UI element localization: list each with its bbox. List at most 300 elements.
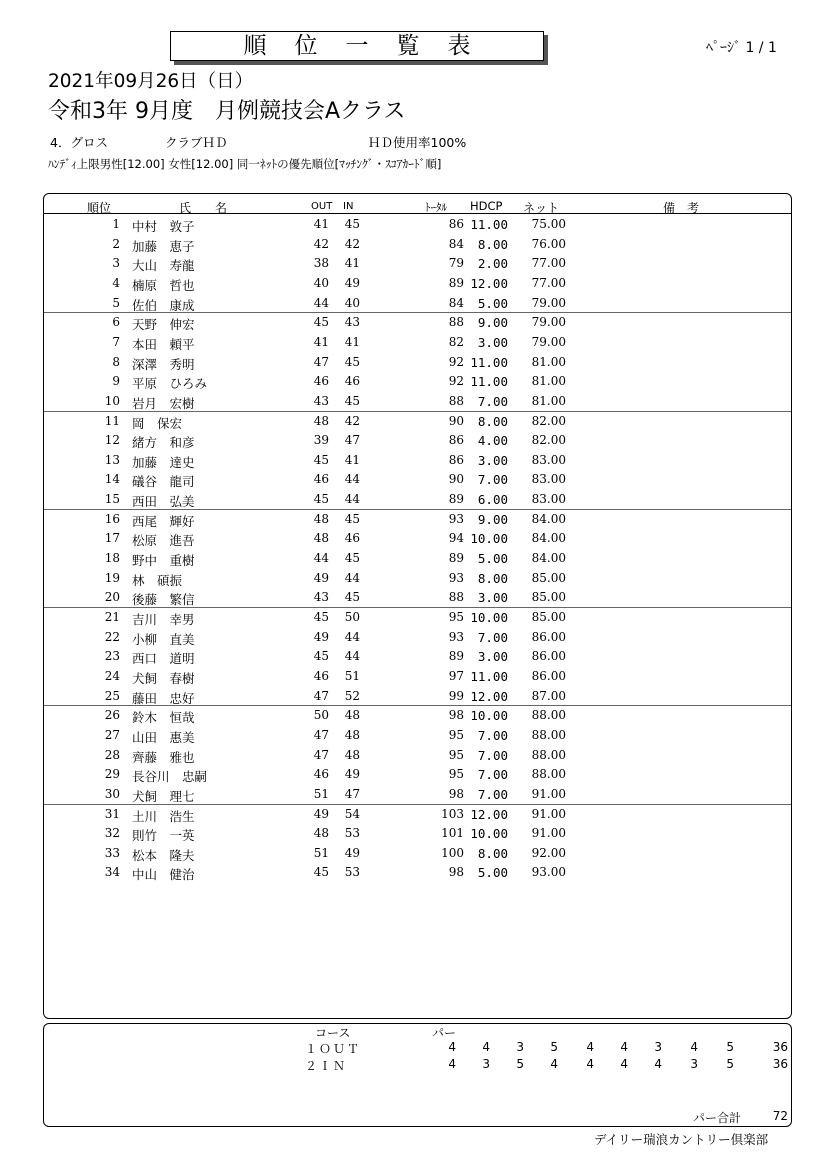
hole-par: 5 — [516, 1057, 524, 1071]
cell-rank: 8 — [112, 354, 120, 369]
cell-in: 45 — [344, 511, 360, 526]
cell-hdcp: 11.00 — [470, 217, 508, 232]
cell-name: 西口 道明 — [132, 651, 195, 667]
cell-in: 46 — [344, 374, 360, 389]
cell-name: 緒方 和彦 — [132, 435, 195, 451]
cell-hdcp: 9.00 — [477, 315, 508, 331]
cell-hdcp: 8.00 — [477, 236, 508, 252]
cell-rank: 1 — [112, 217, 120, 231]
cell-out: 40 — [313, 275, 329, 290]
cell-total: 92 — [448, 354, 464, 369]
cell-in: 48 — [344, 747, 360, 762]
cell-hdcp: 10.00 — [470, 708, 508, 724]
cell-in: 45 — [344, 217, 360, 231]
cell-hdcp: 8.00 — [477, 570, 508, 586]
header-rank: 順位 — [87, 201, 112, 215]
cell-total: 98 — [448, 708, 464, 723]
cell-out: 49 — [313, 629, 329, 644]
cell-net: 91.00 — [531, 806, 566, 821]
cell-in: 51 — [344, 668, 360, 683]
cell-rank: 19 — [104, 570, 120, 585]
cell-rank: 11 — [104, 413, 120, 428]
cell-hdcp: 3.00 — [477, 649, 508, 665]
cell-net: 84.00 — [531, 511, 566, 526]
par-total-value: 72 — [772, 1109, 788, 1123]
cell-name: 本田 頼平 — [132, 336, 195, 352]
hd-rate: ＨＤ使用率100% — [368, 135, 467, 150]
event-name: 令和3年 9月度 月例競技会Aクラス — [48, 99, 406, 124]
course-label: コース — [315, 1026, 351, 1040]
cell-in: 50 — [344, 610, 360, 624]
cell-rank: 31 — [104, 806, 120, 821]
cell-out: 46 — [313, 472, 329, 487]
table-row — [0, 414, 826, 433]
cell-name: 礒谷 龍司 — [132, 474, 195, 490]
cell-out: 50 — [313, 708, 329, 723]
cell-name: 山田 惠美 — [132, 729, 195, 745]
cell-out: 49 — [313, 806, 329, 821]
group-divider — [44, 804, 791, 805]
cell-name: 加藤 恵子 — [132, 238, 195, 254]
cell-net: 86.00 — [531, 649, 566, 664]
cell-rank: 20 — [104, 590, 120, 605]
header-remarks: 備 考 — [663, 201, 700, 215]
cell-rank: 24 — [104, 668, 120, 683]
cell-hdcp: 6.00 — [477, 492, 508, 508]
cell-total: 95 — [448, 767, 464, 782]
cell-in: 45 — [344, 590, 360, 605]
cell-name: 楠原 哲也 — [132, 277, 195, 293]
cell-net: 91.00 — [531, 786, 566, 801]
cell-rank: 6 — [112, 315, 120, 330]
cell-in: 46 — [344, 531, 360, 546]
cell-hdcp: 11.00 — [470, 668, 508, 684]
score-category: 4．グロス — [50, 135, 108, 150]
cell-hdcp: 12.00 — [470, 688, 508, 704]
cell-hdcp: 5.00 — [477, 295, 508, 311]
cell-rank: 10 — [104, 393, 120, 408]
cell-total: 89 — [448, 649, 464, 664]
par-label: パー — [432, 1026, 457, 1040]
cell-rank: 5 — [112, 295, 120, 310]
cell-total: 82 — [448, 334, 464, 349]
cell-rank: 13 — [104, 452, 120, 467]
event-date: 2021年09月26日（日） — [48, 71, 254, 92]
table-row — [0, 708, 826, 727]
table-row — [0, 256, 826, 275]
cell-rank: 21 — [104, 610, 120, 624]
cell-total: 84 — [448, 236, 464, 251]
cell-name: 深澤 秀明 — [132, 356, 195, 372]
cell-in: 49 — [344, 767, 360, 782]
cell-total: 97 — [448, 668, 464, 683]
cell-out: 42 — [313, 236, 329, 251]
cell-out: 46 — [313, 668, 329, 683]
cell-total: 95 — [448, 727, 464, 742]
cell-net: 84.00 — [531, 551, 566, 566]
cell-hdcp: 3.00 — [477, 334, 508, 350]
cell-hdcp: 5.00 — [477, 865, 508, 881]
cell-net: 75.00 — [531, 217, 566, 231]
cell-name: 犬飼 春樹 — [132, 670, 195, 686]
cell-net: 81.00 — [531, 354, 566, 369]
cell-name: 後藤 繁信 — [132, 592, 195, 608]
cell-name: 鈴木 恒哉 — [132, 710, 195, 726]
cell-name: 林 碩振 — [132, 572, 183, 588]
cell-hdcp: 7.00 — [477, 747, 508, 763]
in-course-label: ２ＩＮ — [305, 1059, 348, 1073]
cell-hdcp: 10.00 — [470, 531, 508, 547]
cell-total: 95 — [448, 747, 464, 762]
cell-net: 88.00 — [531, 767, 566, 782]
cell-hdcp: 3.00 — [477, 452, 508, 468]
cell-in: 42 — [344, 413, 360, 428]
cell-in: 45 — [344, 354, 360, 369]
cell-net: 81.00 — [531, 374, 566, 389]
cell-net: 87.00 — [531, 688, 566, 703]
cell-in: 40 — [344, 295, 360, 310]
table-row — [0, 630, 826, 649]
cell-out: 46 — [313, 374, 329, 389]
cell-out: 45 — [313, 649, 329, 664]
hole-par: 3 — [690, 1057, 698, 1071]
par-total-label: パー合計 — [693, 1111, 742, 1125]
hole-par: 5 — [726, 1040, 734, 1054]
cell-net: 92.00 — [531, 845, 566, 860]
cell-rank: 23 — [104, 649, 120, 664]
table-row — [0, 826, 826, 845]
cell-out: 51 — [313, 786, 329, 801]
cell-total: 90 — [448, 413, 464, 428]
cell-net: 82.00 — [531, 413, 566, 428]
cell-rank: 27 — [104, 727, 120, 742]
hole-par: 3 — [482, 1057, 490, 1071]
table-row — [0, 217, 826, 236]
cell-net: 82.00 — [531, 433, 566, 448]
cell-name: 中山 健治 — [132, 867, 195, 883]
cell-name: 藤田 忠好 — [132, 690, 195, 706]
cell-hdcp: 7.00 — [477, 393, 508, 409]
cell-out: 47 — [313, 688, 329, 703]
cell-rank: 30 — [104, 786, 120, 801]
cell-total: 89 — [448, 275, 464, 290]
cell-out: 43 — [313, 590, 329, 605]
cell-out: 48 — [313, 826, 329, 841]
cell-in: 53 — [344, 865, 360, 880]
cell-rank: 4 — [112, 275, 120, 290]
group-divider — [44, 705, 791, 706]
cell-in: 41 — [344, 334, 360, 349]
cell-rank: 18 — [104, 551, 120, 566]
cell-name: 松本 隆夫 — [132, 847, 195, 863]
cell-in: 54 — [344, 806, 360, 821]
cell-net: 86.00 — [531, 629, 566, 644]
cell-net: 77.00 — [531, 256, 566, 271]
cell-in: 45 — [344, 551, 360, 566]
out-par-total: 36 — [772, 1040, 788, 1054]
cell-rank: 22 — [104, 629, 120, 644]
cell-rank: 33 — [104, 845, 120, 860]
cell-out: 49 — [313, 570, 329, 585]
cell-hdcp: 3.00 — [477, 590, 508, 606]
table-row — [0, 276, 826, 295]
header-divider — [44, 213, 791, 214]
cell-in: 44 — [344, 649, 360, 664]
cell-hdcp: 7.00 — [477, 767, 508, 783]
cell-hdcp: 7.00 — [477, 786, 508, 802]
table-row — [0, 669, 826, 688]
cell-total: 99 — [448, 688, 464, 703]
cell-out: 45 — [313, 452, 329, 467]
cell-out: 47 — [313, 727, 329, 742]
cell-name: 齊藤 雅也 — [132, 749, 195, 765]
cell-out: 45 — [313, 315, 329, 330]
cell-rank: 14 — [104, 472, 120, 487]
group-divider — [44, 411, 791, 412]
cell-in: 44 — [344, 570, 360, 585]
cell-net: 85.00 — [531, 590, 566, 605]
cell-net: 84.00 — [531, 531, 566, 546]
table-row — [0, 433, 826, 452]
cell-hdcp: 10.00 — [470, 610, 508, 625]
cell-out: 48 — [313, 531, 329, 546]
cell-name: 佐伯 康成 — [132, 297, 195, 313]
hole-par: 4 — [550, 1057, 558, 1071]
cell-name: 則竹 一英 — [132, 828, 195, 844]
cell-hdcp: 12.00 — [470, 275, 508, 291]
cell-name: 加藤 達史 — [132, 454, 195, 470]
cell-in: 44 — [344, 492, 360, 507]
page-number: ﾍﾟｰｼﾞ 1 / 1 — [706, 40, 777, 56]
page-title: 順位一覧表 — [170, 31, 544, 61]
cell-name: 岡 保宏 — [132, 415, 183, 431]
cell-out: 48 — [313, 413, 329, 428]
hole-par: 4 — [654, 1057, 662, 1071]
cell-name: 中村 敦子 — [132, 219, 195, 234]
cell-total: 89 — [448, 551, 464, 566]
cell-out: 44 — [313, 551, 329, 566]
cell-name: 岩月 宏樹 — [132, 395, 195, 411]
cell-net: 81.00 — [531, 393, 566, 408]
cell-total: 98 — [448, 865, 464, 880]
cell-in: 42 — [344, 236, 360, 251]
cell-name: 松原 進吾 — [132, 533, 195, 549]
table-row — [0, 649, 826, 668]
cell-hdcp: 11.00 — [470, 374, 508, 390]
cell-hdcp: 10.00 — [470, 826, 508, 842]
table-row — [0, 846, 826, 865]
cell-in: 48 — [344, 727, 360, 742]
hole-par: 3 — [654, 1040, 662, 1054]
cell-in: 43 — [344, 315, 360, 330]
table-row — [0, 571, 826, 590]
cell-rank: 9 — [112, 374, 120, 389]
cell-rank: 16 — [104, 511, 120, 526]
cell-rank: 15 — [104, 492, 120, 507]
cell-total: 89 — [448, 492, 464, 507]
cell-net: 88.00 — [531, 727, 566, 742]
cell-in: 52 — [344, 688, 360, 703]
header-total: ﾄｰﾀﾙ — [425, 201, 447, 214]
cell-total: 86 — [448, 452, 464, 467]
hole-par: 4 — [620, 1040, 628, 1054]
group-divider — [44, 312, 791, 313]
cell-name: 土川 浩生 — [132, 808, 195, 824]
cell-out: 43 — [313, 393, 329, 408]
cell-in: 45 — [344, 393, 360, 408]
cell-rank: 32 — [104, 826, 120, 841]
cell-rank: 7 — [112, 334, 120, 349]
cell-out: 47 — [313, 747, 329, 762]
cell-total: 79 — [448, 256, 464, 271]
cell-net: 76.00 — [531, 236, 566, 251]
cell-net: 91.00 — [531, 826, 566, 841]
cell-out: 45 — [313, 610, 329, 624]
cell-net: 79.00 — [531, 295, 566, 310]
cell-total: 84 — [448, 295, 464, 310]
out-course-label: １ＯＵＴ — [305, 1042, 362, 1056]
cell-rank: 25 — [104, 688, 120, 703]
cell-hdcp: 8.00 — [477, 845, 508, 861]
cell-name: 長谷川 忠嗣 — [132, 769, 208, 785]
cell-net: 79.00 — [531, 315, 566, 330]
table-row — [0, 531, 826, 550]
cell-name: 西尾 輝好 — [132, 513, 195, 529]
cell-rank: 28 — [104, 747, 120, 762]
header-net: ネット — [523, 201, 560, 215]
cell-rank: 34 — [104, 865, 120, 880]
cell-total: 90 — [448, 472, 464, 487]
header-hdcp: HDCP — [470, 199, 503, 213]
cell-hdcp: 4.00 — [477, 433, 508, 449]
cell-hdcp: 11.00 — [470, 354, 508, 370]
cell-total: 88 — [448, 590, 464, 605]
cell-net: 85.00 — [531, 570, 566, 585]
handicap-rule: ﾊﾝﾃﾞｨ上限男性[12.00] 女性[12.00] 同一ﾈｯﾄの優先順位[ﾏｯﾁﾝｸﾞ・ｽｺｱｶｰﾄﾞ順] — [48, 157, 442, 171]
hole-par: 3 — [516, 1040, 524, 1054]
table-row — [0, 355, 826, 374]
cell-total: 103 — [441, 806, 464, 821]
hole-par: 4 — [586, 1040, 594, 1054]
cell-in: 44 — [344, 472, 360, 487]
hole-par: 4 — [482, 1040, 490, 1054]
cell-hdcp: 7.00 — [477, 472, 508, 488]
cell-hdcp: 8.00 — [477, 413, 508, 429]
cell-in: 53 — [344, 826, 360, 841]
cell-out: 38 — [313, 256, 329, 271]
cell-name: 吉川 幸男 — [132, 612, 195, 627]
table-row — [0, 610, 826, 629]
cell-total: 98 — [448, 786, 464, 801]
header-in: IN — [343, 201, 354, 212]
table-row — [0, 315, 826, 334]
cell-total: 88 — [448, 315, 464, 330]
cell-net: 88.00 — [531, 708, 566, 723]
table-row — [0, 865, 826, 884]
cell-in: 47 — [344, 433, 360, 448]
table-row — [0, 748, 826, 767]
cell-hdcp: 2.00 — [477, 256, 508, 272]
cell-total: 88 — [448, 393, 464, 408]
cell-total: 95 — [448, 610, 464, 624]
cell-name: 小柳 直美 — [132, 631, 195, 647]
cell-in: 47 — [344, 786, 360, 801]
cell-total: 101 — [441, 826, 464, 841]
in-par-total: 36 — [772, 1057, 788, 1071]
cell-net: 77.00 — [531, 275, 566, 290]
table-row — [0, 767, 826, 786]
table-row — [0, 512, 826, 531]
table-row — [0, 551, 826, 570]
cell-in: 48 — [344, 708, 360, 723]
cell-rank: 12 — [104, 433, 120, 448]
cell-in: 44 — [344, 629, 360, 644]
club-name: デイリー瑞浪カントリー倶楽部 — [594, 1132, 769, 1147]
cell-out: 51 — [313, 845, 329, 860]
cell-rank: 17 — [104, 531, 120, 546]
cell-out: 45 — [313, 492, 329, 507]
table-row — [0, 472, 826, 491]
cell-out: 45 — [313, 865, 329, 880]
course-par-box — [43, 1023, 792, 1127]
cell-in: 49 — [344, 275, 360, 290]
cell-out: 47 — [313, 354, 329, 369]
hole-par: 4 — [448, 1057, 456, 1071]
table-row — [0, 728, 826, 747]
cell-total: 94 — [448, 531, 464, 546]
cell-out: 41 — [313, 334, 329, 349]
hole-par: 4 — [620, 1057, 628, 1071]
cell-out: 44 — [313, 295, 329, 310]
cell-total: 93 — [448, 511, 464, 526]
cell-rank: 2 — [112, 236, 120, 251]
cell-name: 犬飼 理七 — [132, 788, 195, 804]
cell-in: 41 — [344, 452, 360, 467]
cell-hdcp: 7.00 — [477, 629, 508, 645]
table-row — [0, 335, 826, 354]
cell-total: 92 — [448, 374, 464, 389]
cell-net: 93.00 — [531, 865, 566, 880]
hole-par: 4 — [448, 1040, 456, 1054]
cell-out: 39 — [313, 433, 329, 448]
cell-total: 100 — [441, 845, 464, 860]
header-out: OUT — [311, 201, 333, 212]
hole-par: 4 — [690, 1040, 698, 1054]
cell-total: 93 — [448, 629, 464, 644]
cell-name: 野中 重樹 — [132, 553, 195, 569]
hole-par: 4 — [586, 1057, 594, 1071]
cell-net: 86.00 — [531, 668, 566, 683]
cell-out: 48 — [313, 511, 329, 526]
cell-net: 83.00 — [531, 452, 566, 467]
cell-hdcp: 9.00 — [477, 511, 508, 527]
cell-rank: 3 — [112, 256, 120, 271]
cell-out: 41 — [313, 217, 329, 231]
hole-par: 5 — [550, 1040, 558, 1054]
cell-rank: 26 — [104, 708, 120, 723]
cell-total: 93 — [448, 570, 464, 585]
table-row — [0, 453, 826, 472]
cell-out: 46 — [313, 767, 329, 782]
cell-net: 85.00 — [531, 610, 566, 624]
cell-name: 西田 弘美 — [132, 494, 195, 510]
cell-net: 83.00 — [531, 492, 566, 507]
cell-name: 大山 寿龍 — [132, 258, 195, 274]
hole-par: 5 — [726, 1057, 734, 1071]
cell-total: 86 — [448, 217, 464, 231]
header-name: 氏 名 — [179, 201, 228, 215]
cell-net: 83.00 — [531, 472, 566, 487]
